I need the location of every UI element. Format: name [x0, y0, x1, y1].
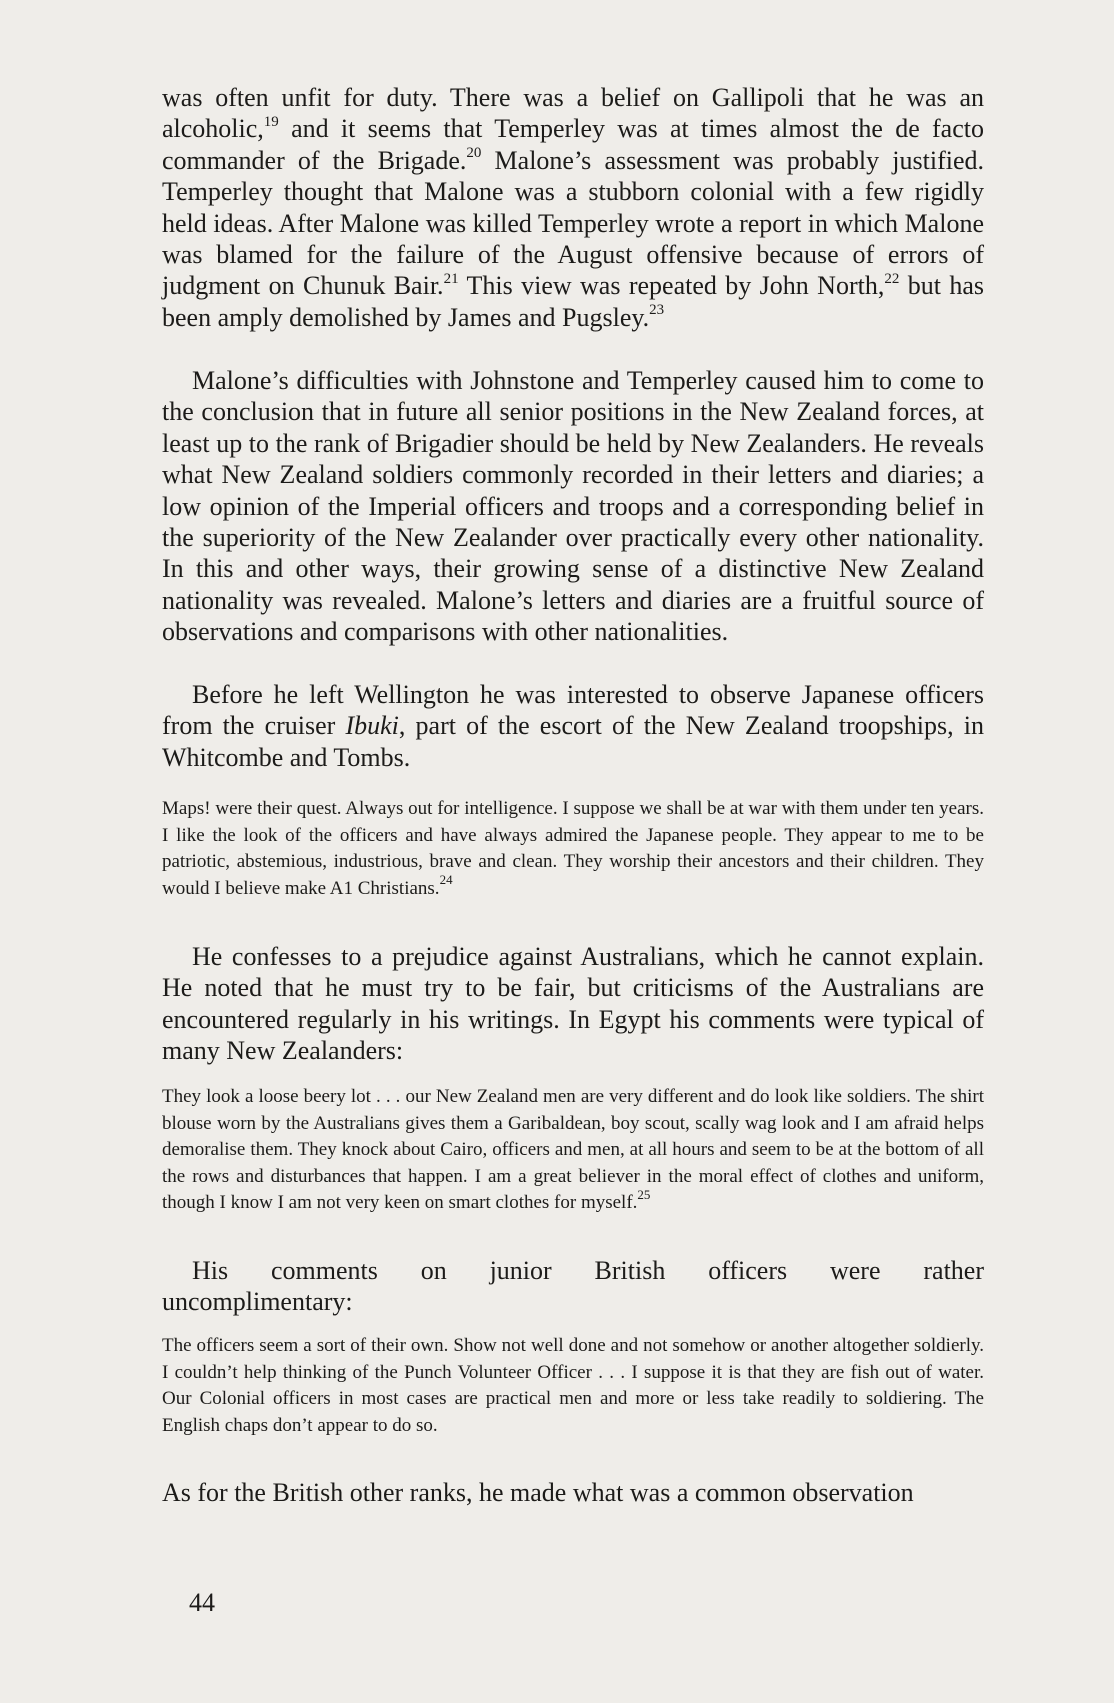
page-number: 44 [189, 1588, 215, 1617]
block-quote-british-officers [162, 1333, 984, 1439]
footnote-ref: 23 [649, 302, 665, 319]
ship-name: Ibuki [345, 711, 399, 741]
paragraph-wellington [162, 679, 984, 773]
paragraph-australians [162, 941, 984, 1067]
paragraph-text: Malone’s difficulties with Johnstone and Temperley caused him to come to the conclusion that in future all senior positions in the New Zealand forces, at least up to the rank of Brigadier should be held by New Zealanders. He reveals what New Zealand soldiers commonly recorded in their letters and diaries; a low opinion of the Imperial officers and troops and a corresponding belief in the superiority of the New Zealander over practically every other nationality. In this and other ways, their growing sense of a distinctive New Zealand nationality was revealed. Malone’s letters and diaries are a fruitful source of observations and comparisons with other nationalities. [162, 366, 984, 647]
footnote-ref: 20 [466, 145, 482, 162]
paragraph-difficulties [162, 365, 984, 648]
paragraph-text: Before he left Wellington he was interested to observe Japanese officers from the cruiser Ibuki, part of the escort of the New Zealand troopships, in Whitcombe and Tombs. [162, 680, 985, 772]
paragraph-temperley [162, 82, 984, 333]
block-quote-australians [162, 1084, 984, 1217]
footnote-ref: 21 [443, 270, 459, 287]
paragraph-british-officers [162, 1255, 984, 1318]
quote-text: The officers seem a sort of their own. Show not well done and not somehow or another altogether soldierly. I couldn’t help thinking of the Punch Volunteer Officer . . . I suppose it is that they are fish out of water. Our Colonial officers in most cases are practical men and more or less take readily to soldiering. The English chaps don’t appear to do so. [162, 1335, 984, 1436]
footnote-ref: 19 [263, 113, 279, 130]
block-quote-japanese [162, 796, 984, 902]
footnote-ref: 22 [884, 270, 900, 287]
quote-text: They look a loose beery lot . . . our New Zealand men are very different and do look like soldiers. The shirt blouse worn by the Australians gives them a Garibaldean, boy scout, scally wag look and I am afraid helps demoralise them. They knock about Cairo, officers and men, at all hours and seem to be at the bottom of all the rows and disturbances that happen. I am a great believer in the moral effect of clothes and uniform, though I know I am not very keen on smart clothes for myself.$^{25}$ [162, 1086, 984, 1214]
paragraph-text: As for the British other ranks, he made what was a common observation [162, 1478, 914, 1507]
quote-text: Maps! were their quest. Always out for intelligence. I suppose we shall be at war with them under ten years. I like the look of the officers and have always admired the Japanese people. They appear to me to be patriotic, abstemious, industrious, brave and clean. They worship their ancestors and their children. They would I believe make A1 Christians.$^{24}$ [162, 798, 984, 899]
footnote-ref: 24 [439, 872, 453, 888]
paragraph-text: His comments on junior British officers were rather uncomplimentary: [162, 1256, 984, 1317]
paragraph-text: He confesses to a prejudice against Australians, which he cannot explain. He noted that he must try to be fair, but criticisms of the Australians are encountered regularly in his writings. In Egypt his comments were typical of many New Zealanders: [162, 942, 984, 1066]
paragraph-text: was often unfit for duty. There was a belief on Gallipoli that he was an alcoholic,$^{19}$ and it seems that Temperley was at times almost the de facto commander of the Brigade.$^{20}$ Malone’s assessment was probably justified. Temperley thought that Malone was a stubborn colonial with a few rigidly held ideas. After Malone was killed Temperley wrote a report in which Malone was blamed for the failure of the August offensive because of errors of judgment on Chunuk Bair.$^{21}$ This view was repeated by John North,$^{22}$ but has been amply demolished by James and Pugsley.$^{23}$ [162, 83, 985, 332]
paragraph-british-ranks [162, 1477, 984, 1508]
footnote-ref: 25 [637, 1187, 651, 1203]
